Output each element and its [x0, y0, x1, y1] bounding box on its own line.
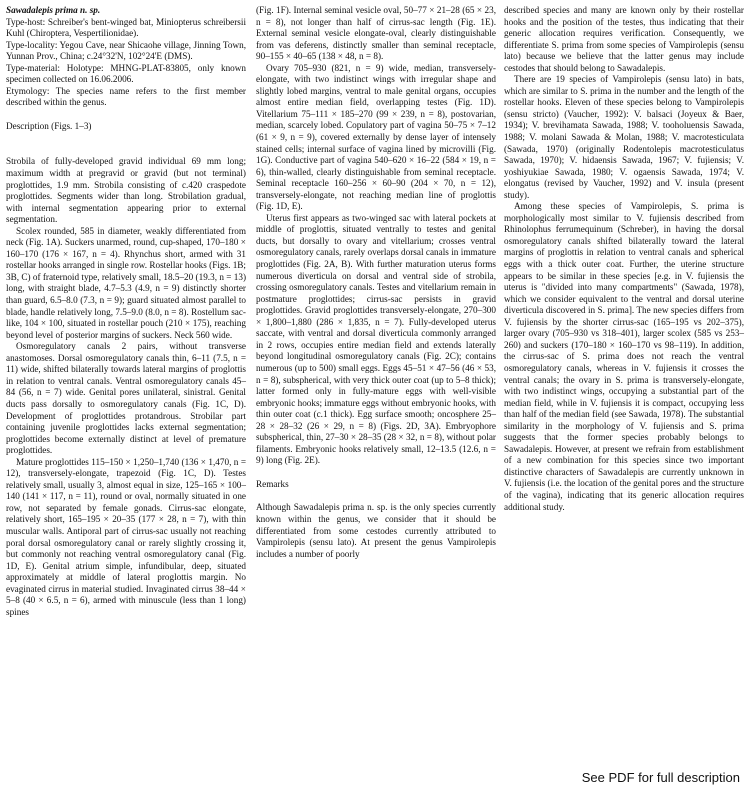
etymology: Etymology: The species name refers to the first member described within the genus.	[6, 85, 246, 108]
paragraph: described species and many are known only by their rostellar hooks and the position of the testes, thus indicating that their generic allocation requires verification. Consequently, we differentiate S. prima from some species of Vampirolepis (sensu lato) because we believe that the latter genus may include cestodes that should belong to Sawadalepis.	[504, 5, 744, 73]
type-material: Type-material: Holotype: MHNG-PLAT-83805, only known specimen collected on 16.06.2006.	[6, 62, 246, 85]
type-locality: Type-locality: Yegou Cave, near Shicaohe village, Jinning Town, Yunnan Prov., China; c.24°32'N, 102°24'E (DMS).	[6, 39, 246, 62]
species-heading: Sawadalepis prima n. sp.	[6, 5, 101, 15]
see-pdf-note: See PDF for full description	[581, 770, 740, 785]
paragraph: Among these species of Vampirolepis, S. prima is morphologically most similar to V. fujiensis described from Rhinolophus ferrumequinum (Schreber), in having the dorsal osmoregulatory canals shifted bilaterally toward the lateral margins of proglottis in relation to ventral canals and spherical eggs with a thick outer coat. Further, the uterine structure appears to be similar in these species [e.g. in V. fujiensis the uterus is "divided into many compartments" (Sawada, 1978), which we consider equivalent to the ventral and dorsal uterine diverticula discovered in S. prima]. The new species differs from V. fujiensis by the shorter cirrus-sac (165–195 vs 202–375), larger ovary (705–930 vs 318–401), larger scolex (585 vs 253–260) and suckers (170–180 × 160–170 vs 98–119). In addition, the cirrus-sac of S. prima does not reach the ventral osmoregulatory canals, whereas in V. fujiensis it crosses the ventral canals; the ovary in S. prima is transversely-elongate, with two indistinct wings, occupying a substantial part of the median field, while in V. fujiensis it is compact, occupying less than half of the median field (see Sawada, 1978). The substantial similarity in the morphology of V. fujiensis and S. prima suggests that the former species probably belongs to Sawadalepis. However, at present we refrain from establishment of a new combination for this species since two important distinctive characters of Sawadalepis are currently unknown in V. fujiensis (i.e. the location of the genital pores and the structure of the vagina), indicating that its generic allocation requires additional study.	[504, 201, 744, 512]
column-middle	[256, 5, 496, 560]
description-heading: Description (Figs. 1–3)	[6, 120, 92, 131]
paragraph: Ovary 705–930 (821, n = 9) wide, median, transversely-elongate, with two indistinct wings with irregular shape and slightly lobed margins, ventral to male genital organs, occupies almost entire median field, overlapping testes (Fig. 1D). Vitellarium 75–111 × 185–270 (99 × 239, n = 8), postovarian, median, scarcely lobed. Copulatory part of vagina 50–75 × 7–12 (61 × 9, n = 9), covered externally by dense layer of intensely stained cells; internal surface of vagina lined by microvilli (Fig. 1G). Conductive part of vagina 540–620 × 16–22 (584 × 19, n = 6), thin-walled, clearly distinguishable from seminal receptacle. Seminal receptacle 160–256 × 60–90 (204 × 70, n = 12), transversely-elongate, not reaching median line of proglottis (Fig. 1D, E).	[256, 62, 496, 212]
paragraph: Uterus first appears as two-winged sac with lateral pockets at middle of proglottis, situated ventrally to testes and genital ducts, but dorsally to ovary and vitellarium; crosses ventral osmoregulatory canals, rarely overlaps dorsal canals in immature proglottides (Fig. 2A, B). With further maturation uterus forms numerous diverticula on dorsal and ventral side of strobila, crossing osmoregulatory canals. Testes and vitellarium remain in postmature proglottides; cirrus-sac persists in gravid proglottides. Gravid proglottides transversely-elongate, 270–300 × 1,800–1,880 (286 × 1,835, n = 7). Fully-developed uterus saccate, with ventral and dorsal diverticula commonly arranged in 2 rows, occupies entire median field and extends laterally beyond longitudinal osmoregulatory canals (Fig. 2C); contains numerous (up to 500) small eggs. Eggs 45–51 × 47–56 (46 × 53, n = 8), subspherical, with very thick outer coat (up to 5–8 thick); latter formed only in fully-mature eggs with well-visible embryonic hooks; immature eggs without embryonic hooks, with thin outer coat (c.1 thick). Egg surface smooth; oncosphere 25–28 × 28–32 (26 × 29, n = 8) (Figs. 2D, 3A). Embryophore subspherical, thin, 27–30 × 28–35 (28 × 32, n = 8), without polar filaments. Embryonic hooks relatively small, 12–13.5 (12.6, n = 9) long (Fig. 2E).	[256, 212, 496, 466]
paragraph: Scolex rounded, 585 in diameter, weakly differentiated from neck (Fig. 1A). Suckers unarmed, round, cup-shaped, 170–180 × 160–170 (176 × 167, n = 4). Rhynchus short, armed with 31 rostellar hooks arranged in single row. Rostellar hooks (Figs. 1B; 3B, C) of fraternoid type, relatively small, 18.5–20 (19.3, n = 13) long, with straight blade, 4.7–5.3 (4.9, n = 9) distinctly shorter than guard, 6.5–8.0 (7.3, n = 9); guard situated almost parallel to blade, handle relatively long, 7.5–9.0 (8.0, n = 8). Rostellum sac-like, 104 × 100, situated in rostellar pouch (210 × 175), reaching beyond level of posterior margins of suckers. Neck 560 wide.	[6, 225, 246, 340]
paragraph: Mature proglottides 115–150 × 1,250–1,740 (136 × 1,470, n = 12), transversely-elongate, trapezoid (Fig. 1C, D). Testes relatively small, usually 3, almost equal in size, 125–165 × 100–140 (141 × 117, n = 11), round or oval, normally situated in one row, not separated by female gonads. Cirrus-sac elongate, relatively short, 165–195 × 20–35 (177 × 28, n = 7), with thin muscular walls. Antiporal part of cirrus-sac usually not reaching poral dorsal osmoregulatory canal or rarely slightly crossing it, but commonly not reaching ventral osmoregulatory canal (Fig. 1D, E). Genital atrium simple, infundibular, deep, situated approximately at middle of lateral proglottis margin. No evaginated cirrus in material studied. Invaginated cirrus 38–44 × 5–8 (40 × 6.5, n = 6), armed with minuscule (less than 1 long) spines	[6, 456, 246, 617]
remarks-paragraph: Although Sawadalepis prima n. sp. is the only species currently known within the genus, we consider that it should be differentiated from some cestodes currently attributed to Vampirolepis (sensu lato). At present the genus Vampirolepis includes a number of poorly	[256, 502, 496, 559]
column-left	[6, 5, 246, 618]
column-right	[504, 5, 744, 513]
paragraph: Osmoregulatory canals 2 pairs, without transverse anastomoses. Dorsal osmoregulatory canals thin, 6–11 (7.5, n = 11) wide, shifted bilaterally towards lateral margins of proglottis in relation to ventral canals. Ventral osmoregulatory canals 45–84 (56, n = 7) wide. Genital pores unilateral, sinistral. Genital ducts pass dorsally to osmoregulatory canals (Fig. 1C, D). Development of proglottides protandrous. Strobilar part containing juvenile proglottides lacks external segmentation; proglottides become externally distinct at level of premature proglottides.	[6, 341, 246, 456]
paragraph: There are 19 species of Vampirolepis (sensu lato) in bats, which are similar to S. prima in the number and the length of the rostellar hooks. Eleven of these species belong to Vampirolepis (sensu stricto) (Vaucher, 1992): V. balsaci (Joyeux & Baer, 1934); V. brevihamata Sawada, 1988; V. tooholuensis Sawada, 1988; V. molani Sawada & Molan, 1988; V. macrotesticulata (Sawada, 1970) (originally Rodentolepis macrotesticulatus Sawada, 1970); V. hidaensis Sawada, 1967; V. fujiensis; V. yoshiyukiae Sawada, 1980; V. ogaensis Sawada, 1974; V. elongatus (revised by Vaucher, 1992) and V. insula (present study).	[504, 74, 744, 200]
remarks-heading: Remarks	[256, 478, 289, 489]
type-host: Type-host: Schreiber's bent-winged bat, Miniopterus schreibersii Kuhl (Chiroptera, Vespertilionidae).	[6, 16, 246, 39]
paragraph: (Fig. 1F). Internal seminal vesicle oval, 50–77 × 21–28 (65 × 23, n = 8), not longer than half of cirrus-sac length (Fig. 1E). External seminal vesicle elongate-oval, clearly distinguishable from vas deferens, distinctly smaller than seminal receptacle, 90–155 × 40–65 (138 × 48, n = 8).	[256, 5, 496, 62]
paragraph: Strobila of fully-developed gravid individual 69 mm long; maximum width at pregravid or gravid (but not terminal) proglottides, 1.9 mm. Strobila consisting of c.420 craspedote proglottides. Segments wider than long. Strobilation gradual, with internal segmentation appearing prior to external segmentation.	[6, 156, 246, 225]
